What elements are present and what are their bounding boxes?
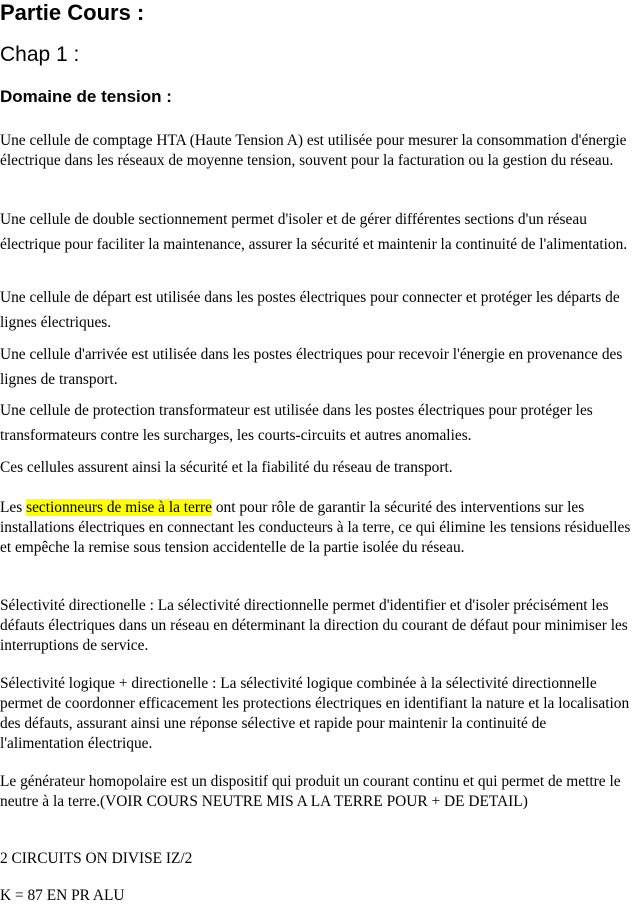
paragraph-circuits: 2 CIRCUITS ON DIVISE IZ/2	[0, 850, 193, 867]
paragraph-double-sectionnement: Une cellule de double sectionnement permet d'isoler et de gérer différentes sections d'un réseau électrique pour faciliter la maintenance, assurer la sécurité et maintenir la continuité de l'alimentation.	[0, 211, 628, 253]
paragraph-comptage: Une cellule de comptage HTA (Haute Tension A) est utilisée pour mesurer la consommation d'énergie électrique dans les réseaux de moyenne tension, souvent pour la facturation ou la gestion du réseau.	[0, 132, 627, 169]
paragraph-arrivee: Une cellule d'arrivée est utilisée dans les postes électriques pour recevoir l'énergie en provenance des lignes de transport.	[0, 346, 623, 388]
page-title: Partie Cours :	[0, 0, 145, 25]
chapter-heading: Chap 1 :	[0, 43, 80, 66]
paragraph-generateur-homopolaire: Le générateur homopolaire est un dispositif qui produit un courant continu et qui permet de mettre le neutre à la terre.(VOIR COURS NEUTRE MIS A LA TERRE POUR + DE DETAIL)	[0, 773, 621, 810]
paragraph-protection-transformateur: Une cellule de protection transformateur est utilisée dans les postes électriques pour protéger les transformateurs contre les surcharges, les courts-circuits et autres anomalies.	[0, 402, 593, 444]
paragraph-k-value: K = 87 EN PR ALU	[0, 887, 125, 904]
text-before-highlight: Les	[0, 499, 27, 516]
paragraph-sectionneurs	[0, 498, 633, 558]
paragraph-conclusion-cellules: Ces cellules assurent ainsi la sécurité et la fiabilité du réseau de transport.	[0, 459, 453, 476]
section-heading: Domaine de tension :	[0, 87, 172, 106]
highlighted-term: sectionneurs de mise à la terre	[26, 499, 212, 516]
paragraph-selectivite-logique: Sélectivité logique + directionelle : La sélectivité logique combinée à la sélectivité directionnelle permet de coordonner efficacement les protections électriques en identifiant la nature et la localisation des défauts, assurant ainsi une réponse sélective et rapide pour maintenir la continuité de l'alimentation électrique.	[0, 675, 630, 752]
paragraph-depart: Une cellule de départ est utilisée dans les postes électriques pour connecter et protéger les départs de lignes électriques.	[0, 289, 620, 331]
paragraph-selectivite-directionelle: Sélectivité directionelle : La sélectivité directionnelle permet d'identifier et d'isoler précisément les défauts électriques dans un réseau en déterminant la direction du courant de défaut pour minimiser les interruptions de service.	[0, 597, 628, 654]
text-after-highlight: ont pour rôle de garantir la sécurité des interventions sur les installations électriques en connectant les conducteurs à la terre, ce qui élimine les tensions résiduelles et empêche la remise sous tension accidentelle de la partie isolée du réseau.	[0, 499, 631, 556]
